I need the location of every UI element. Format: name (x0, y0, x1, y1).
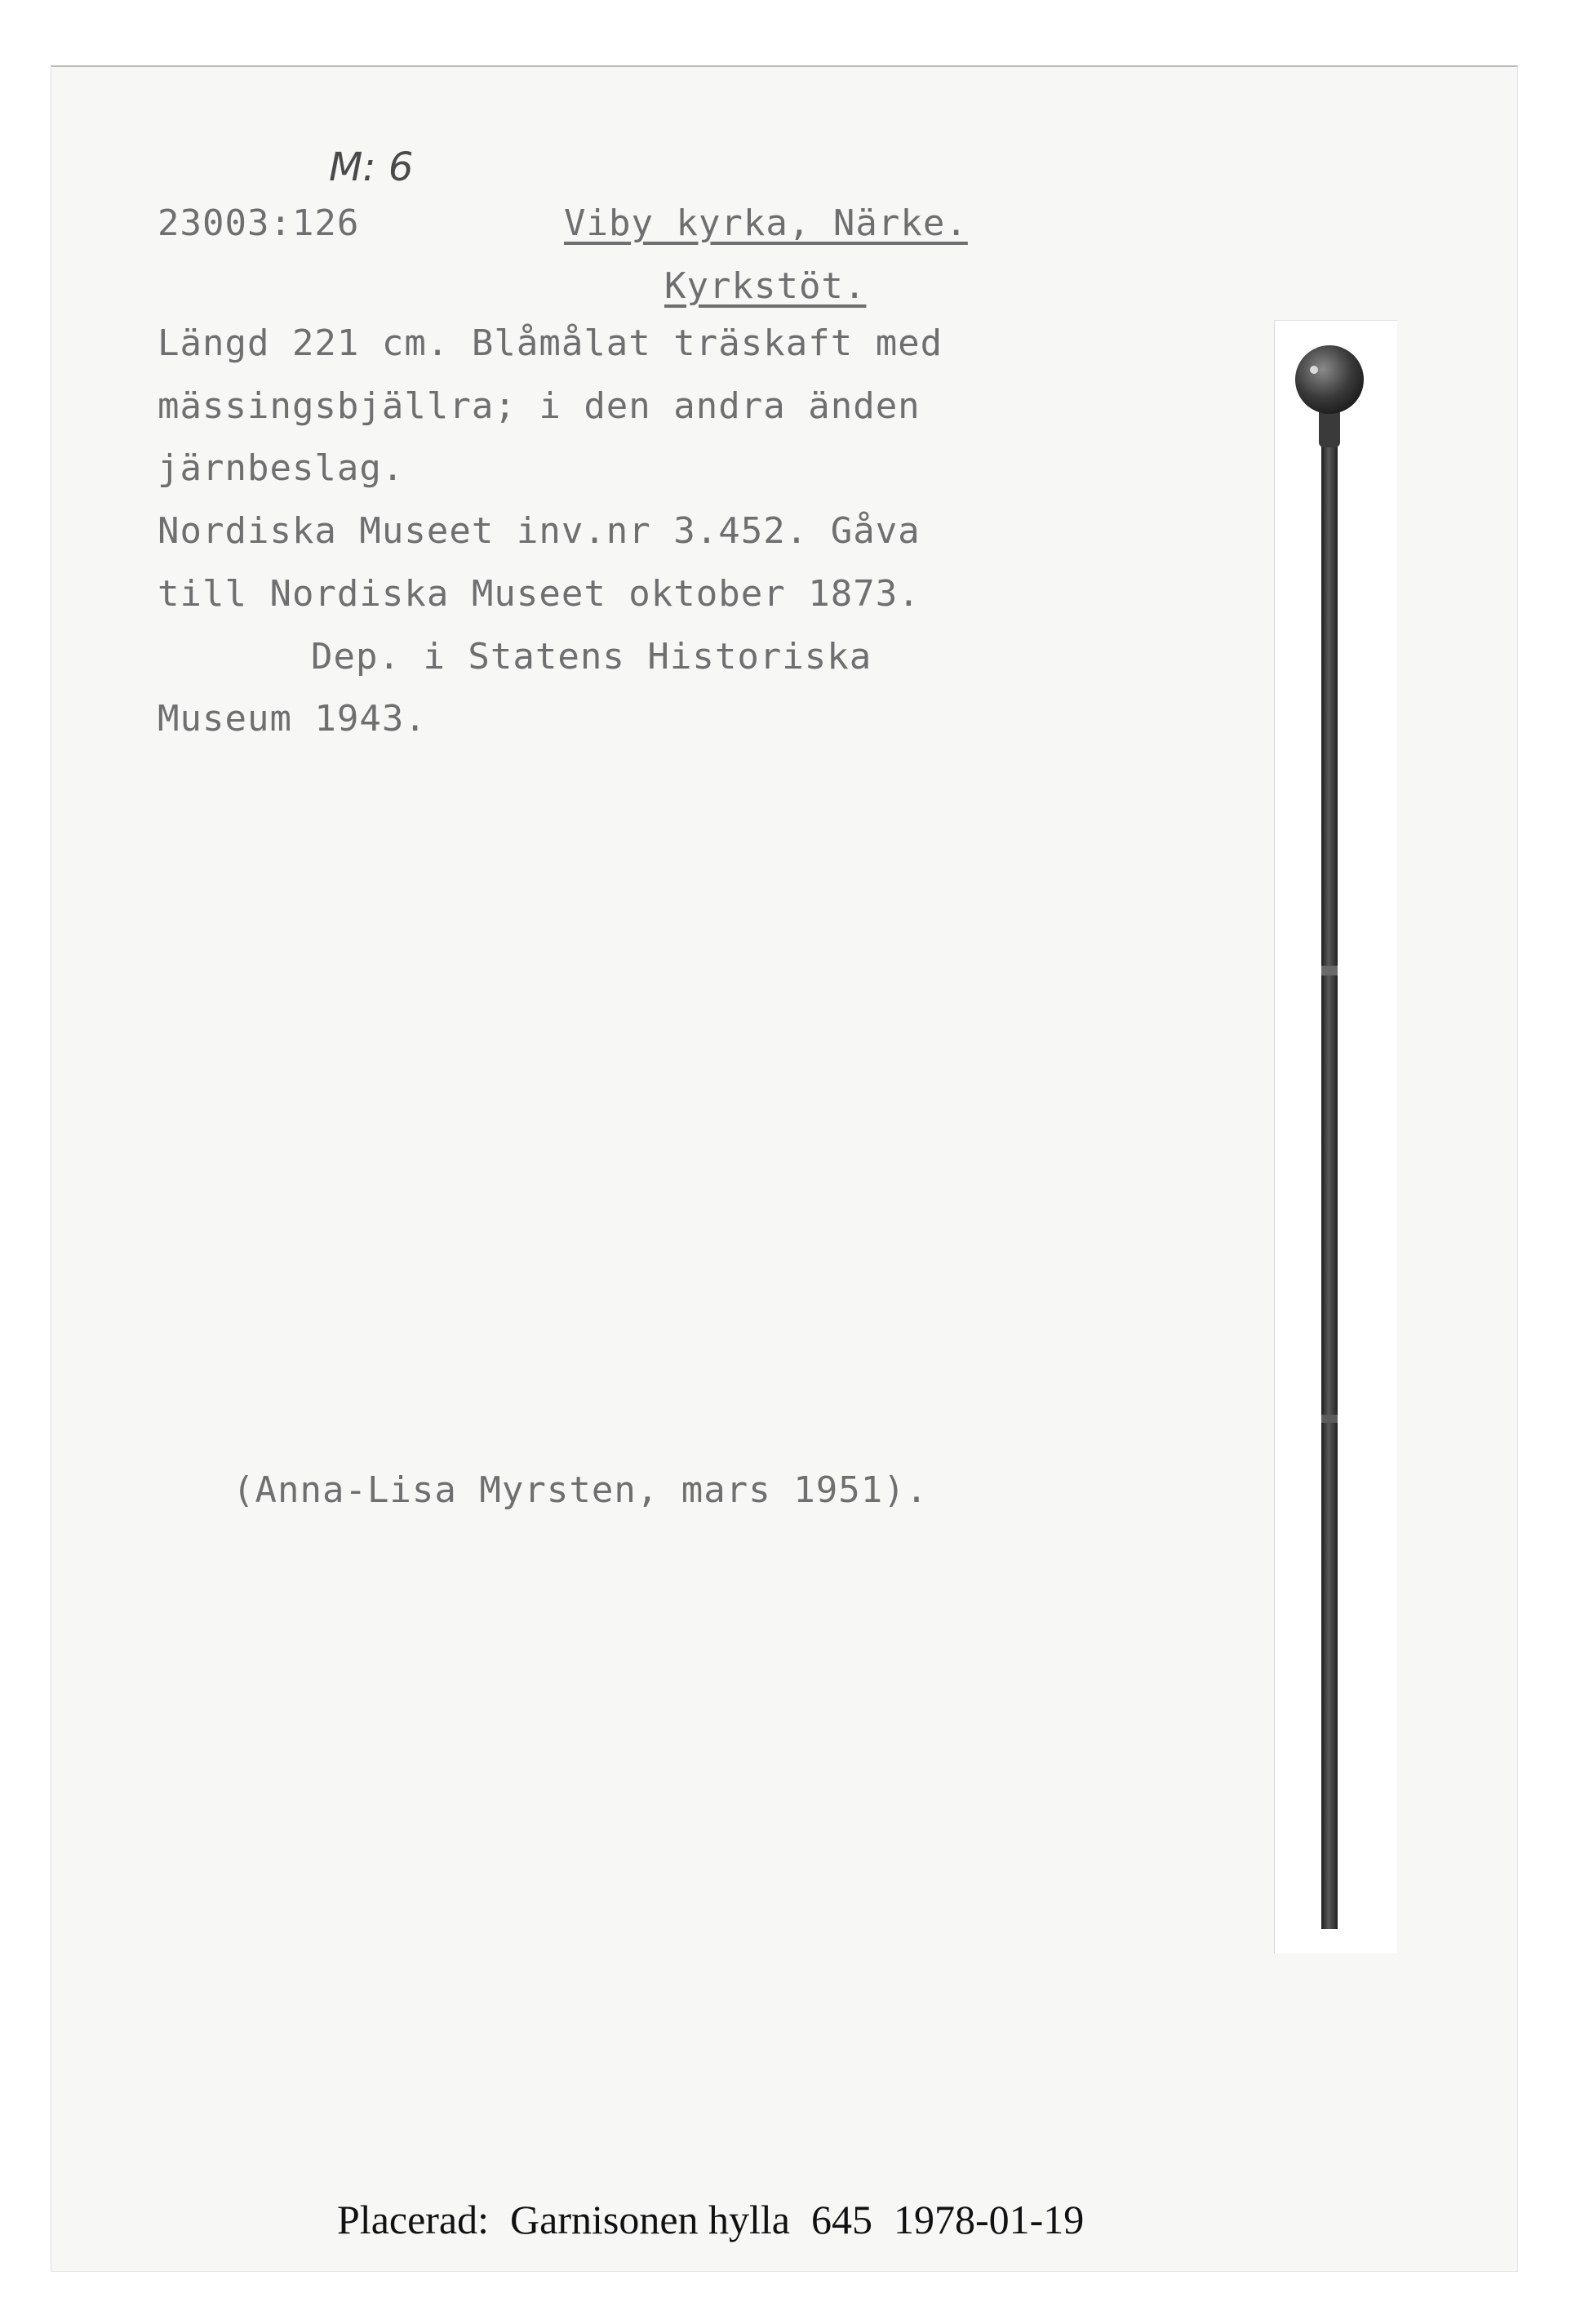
description-line: Längd 221 cm. Blåmålat träskaft med (158, 322, 943, 364)
description-line: järnbeslag. (158, 447, 405, 489)
card-title: Viby kyrka, Närke. (564, 202, 968, 244)
placement-shelf: 645 (810, 2197, 872, 2242)
description-line: mässingsbjällra; i den andra änden (158, 385, 921, 427)
description-line: Nordiska Museet inv.nr 3.452. Gåva (158, 510, 921, 552)
staff-photo (1274, 320, 1397, 1953)
placement-date: 1978-01-19 (893, 2197, 1085, 2242)
card-subtitle: Kyrkstöt. (664, 265, 867, 307)
staff-illustration (1275, 321, 1397, 1953)
author-note: (Anna-Lisa Myrsten, mars 1951). (233, 1469, 929, 1511)
placement-label: Placerad: (337, 2197, 490, 2242)
catalog-card (51, 65, 1518, 2272)
description-line: Museum 1943. (158, 698, 427, 740)
placement-stamp (337, 2196, 1105, 2243)
catalog-number: 23003:126 (158, 202, 360, 244)
description-line: till Nordiska Museet oktober 1873. (158, 573, 921, 615)
staff-shaft (1321, 443, 1338, 1929)
description-line: Dep. i Statens Historiska (311, 636, 872, 678)
shaft-band (1321, 966, 1338, 975)
shaft-band (1321, 1415, 1338, 1423)
placement-location: Garnisonen hylla (510, 2197, 790, 2242)
handwritten-mark: M: 6 (329, 144, 414, 190)
bell-knob (1295, 345, 1364, 414)
bell-hole (1310, 366, 1318, 374)
